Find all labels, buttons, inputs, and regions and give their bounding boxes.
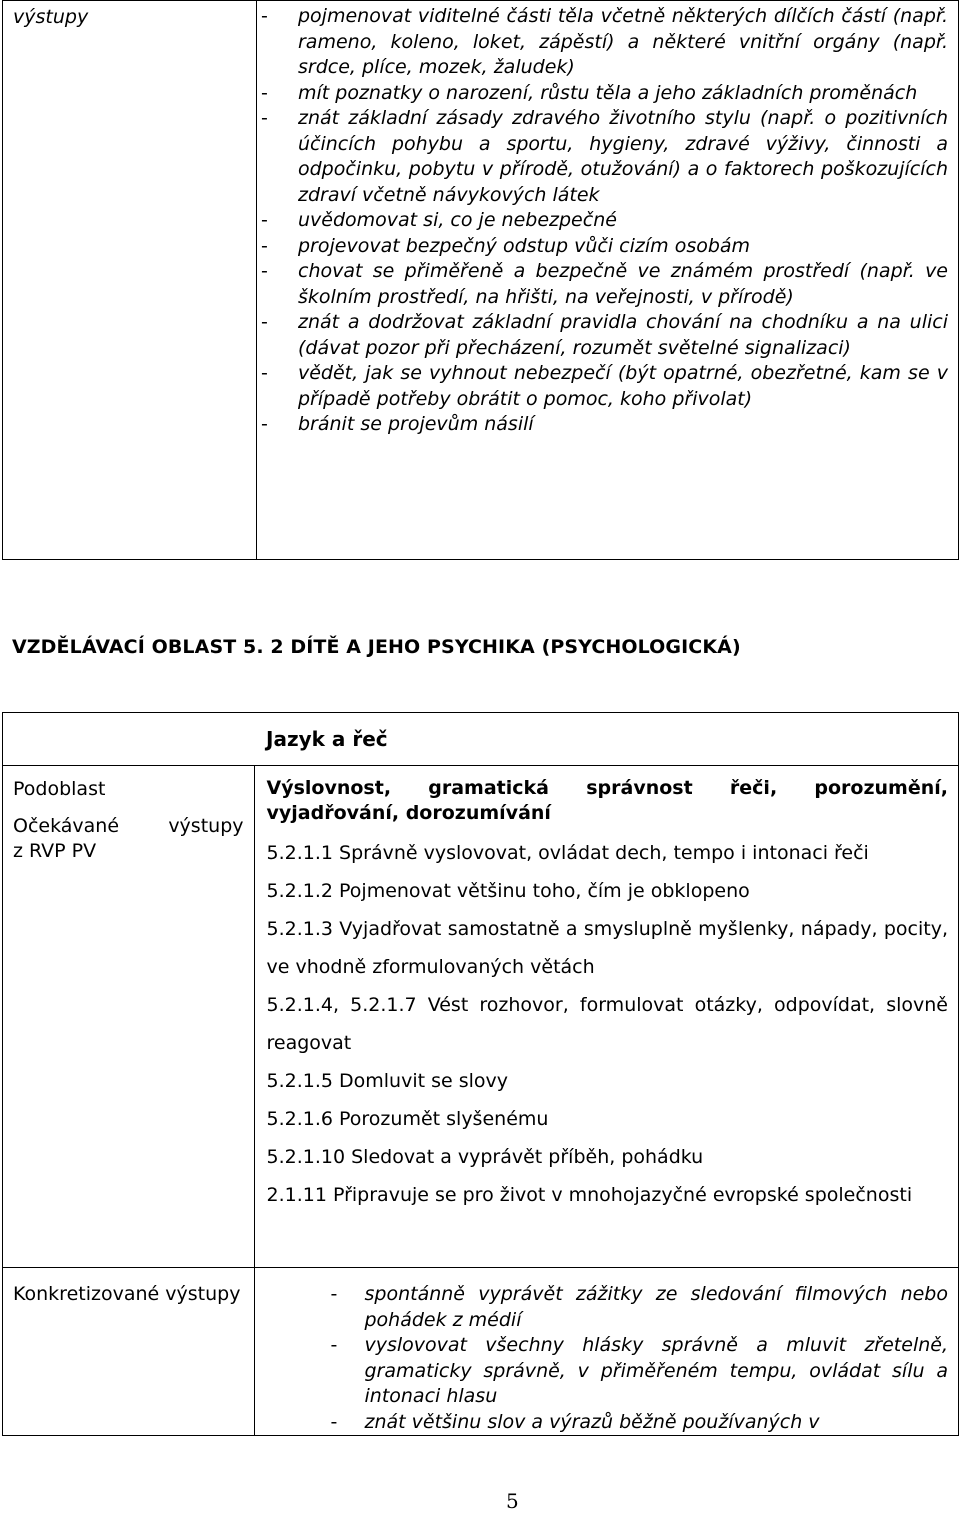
outcome-item: - znát a dodržovat základní pravidla chování na chodníku a na ulici (dávat pozor při přecházení, rozumět světelné signalizaci) xyxy=(257,310,948,361)
concrete-outcomes-label: Konkretizované výstupy xyxy=(13,1283,241,1305)
outcome-item: - uvědomovat si, co je nebezpečné xyxy=(257,208,948,234)
outcome-item: - znát základní zásady zdravého životního stylu (např. o pozitivních účincích pohybu a sportu, hygieny, zdravé výživy, činnosti a odpočinku, pobytu v přírodě, otužování) a o faktorech poškozujících zdraví včetně návykových látek xyxy=(257,106,948,208)
goal-item: 2.1.11 Připravuje se pro život v mnohojazyčné evropské společnosti xyxy=(266,1184,913,1206)
outcomes-list-cell xyxy=(257,1,959,560)
outcome-item: - bránit se projevům násilí xyxy=(257,412,948,438)
expected-label-word: výstupy xyxy=(168,815,244,837)
concrete-list-cell xyxy=(254,1268,959,1436)
labels-cell xyxy=(3,766,255,1268)
outcome-item: - chovat se přiměřeně a bezpečně ve známém prostředí (např. ve školním prostředí, na hřišti, na veřejnosti, v přírodě) xyxy=(257,259,948,310)
goal-item: 5.2.1.4, 5.2.1.7 Vést rozhovor, formulovat otázky, odpovídat, slovně reagovat xyxy=(266,994,948,1054)
outcome-item: - mít poznatky o narození, růstu těla a jeho základních proměnách xyxy=(257,81,948,107)
outcomes-table-continued xyxy=(2,0,959,560)
outcome-item: - projevovat bezpečný odstup vůči cizím osobám xyxy=(257,234,948,260)
expected-outcomes-label xyxy=(3,800,254,839)
goal-item: 5.2.1.5 Domluvit se slovy xyxy=(266,1070,509,1092)
concrete-item: - spontánně vyprávět zážitky ze sledování filmových nebo pohádek z médií xyxy=(255,1282,949,1333)
outcomes-list xyxy=(257,1,958,438)
goal-item: 5.2.1.6 Porozumět slyšenému xyxy=(266,1108,549,1130)
rvp-label: z RVP PV xyxy=(13,840,97,862)
title-left-cell xyxy=(3,713,255,766)
content-cell xyxy=(254,766,959,1268)
outcome-item: - pojmenovat viditelné části těla včetně některých dílčích částí (např. rameno, koleno, loket, zápěstí) a některé vnitřní orgány (např. srdce, plíce, mozek, žaludek) xyxy=(257,4,948,81)
language-area-table xyxy=(2,712,959,1436)
goal-item: 5.2.1.1 Správně vyslovovat, ovládat dech, tempo i intonaci řeči xyxy=(266,842,869,864)
outcomes-label-cell xyxy=(3,1,257,560)
area-title: Jazyk a řeč xyxy=(266,727,388,751)
expected-label-word: Očekávané xyxy=(13,815,120,837)
concrete-label-cell xyxy=(3,1268,255,1436)
concrete-outcomes-list xyxy=(255,1268,959,1435)
section-heading: VZDĚLÁVACÍ OBLAST 5. 2 DÍTĚ A JEHO PSYCHIKA (PSYCHOLOGICKÁ) xyxy=(12,636,741,658)
goal-item: 5.2.1.3 Vyjadřovat samostatně a smysluplně myšlenky, nápady, pocity, ve vhodně zformulovaných větách xyxy=(266,918,948,978)
concrete-item: - vyslovovat všechny hlásky správně a mluvit zřetelně, gramaticky správně, v přiměřeném tempu, ovládat sílu a intonaci hlasu xyxy=(255,1333,949,1410)
title-cell xyxy=(254,713,959,766)
podoblast-label: Podoblast xyxy=(13,778,106,800)
outcomes-label: výstupy xyxy=(13,6,89,28)
goal-item: 5.2.1.2 Pojmenovat většinu toho, čím je obklopeno xyxy=(266,880,750,902)
outcome-item: - vědět, jak se vyhnout nebezpečí (být opatrné, obezřetné, kam se v případě potřeby obrátit o pomoc, koho přivolat) xyxy=(257,361,948,412)
expected-goals-list xyxy=(255,834,959,1214)
concrete-item: - znát většinu slov a výrazů běžně používaných v xyxy=(255,1410,949,1436)
subarea-title: Výslovnost, gramatická správnost řeči, porozumění, vyjadřování, dorozumívání xyxy=(266,777,948,824)
goal-item: 5.2.1.10 Sledovat a vyprávět příběh, pohádku xyxy=(266,1146,704,1168)
page-number: 5 xyxy=(506,1489,519,1513)
